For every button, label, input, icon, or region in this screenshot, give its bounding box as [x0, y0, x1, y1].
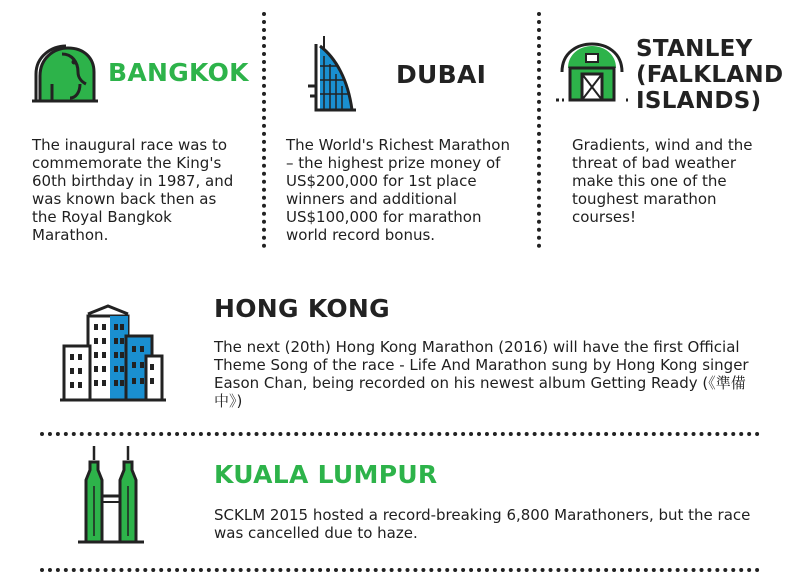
city-title-stanley-line-1: STANLEY — [636, 36, 753, 62]
city-title-hong-kong: HONG KONG — [214, 294, 390, 323]
divider-horizontal-1 — [40, 432, 760, 436]
city-title-stanley-line-3: ISLANDS) — [636, 88, 762, 114]
divider-vertical-1 — [262, 12, 266, 248]
skyscrapers-icon — [60, 306, 166, 402]
city-title-stanley-line-2: (FALKLAND — [636, 62, 784, 88]
petronas-towers-icon — [78, 446, 144, 544]
divider-vertical-2 — [537, 12, 541, 248]
city-text-hong-kong: The next (20th) Hong Kong Marathon (2016) will have the first Official Theme Song of the race - Life And Marathon sung by Hong Kong singer Eason Chan, being recorded on his newest album Getting Ready (《準備中》) — [214, 338, 749, 410]
city-text-bangkok: The inaugural race was to commemorate the King's 60th birthday in 1987, and was known back then as the Royal Bangkok Marathon. — [32, 136, 234, 244]
city-title-kuala-lumpur: KUALA LUMPUR — [214, 460, 438, 489]
burj-al-arab-icon — [302, 36, 362, 112]
city-title-stanley — [636, 36, 783, 114]
city-text-dubai: The World's Richest Marathon – the highest prize money of US$200,000 for 1st place winners and additional US$100,000 for marathon world record bonus. — [286, 136, 510, 244]
city-text-kuala-lumpur: SCKLM 2015 hosted a record-breaking 6,800 Marathoners, but the race was cancelled due to haze. — [214, 506, 751, 542]
city-title-bangkok: BANGKOK — [108, 58, 249, 87]
barn-icon — [556, 42, 628, 104]
elephant-icon — [32, 44, 102, 104]
city-title-dubai: DUBAI — [396, 60, 487, 89]
city-text-stanley: Gradients, wind and the threat of bad weather make this one of the toughest marathon courses! — [572, 136, 753, 226]
divider-horizontal-2 — [40, 568, 760, 572]
